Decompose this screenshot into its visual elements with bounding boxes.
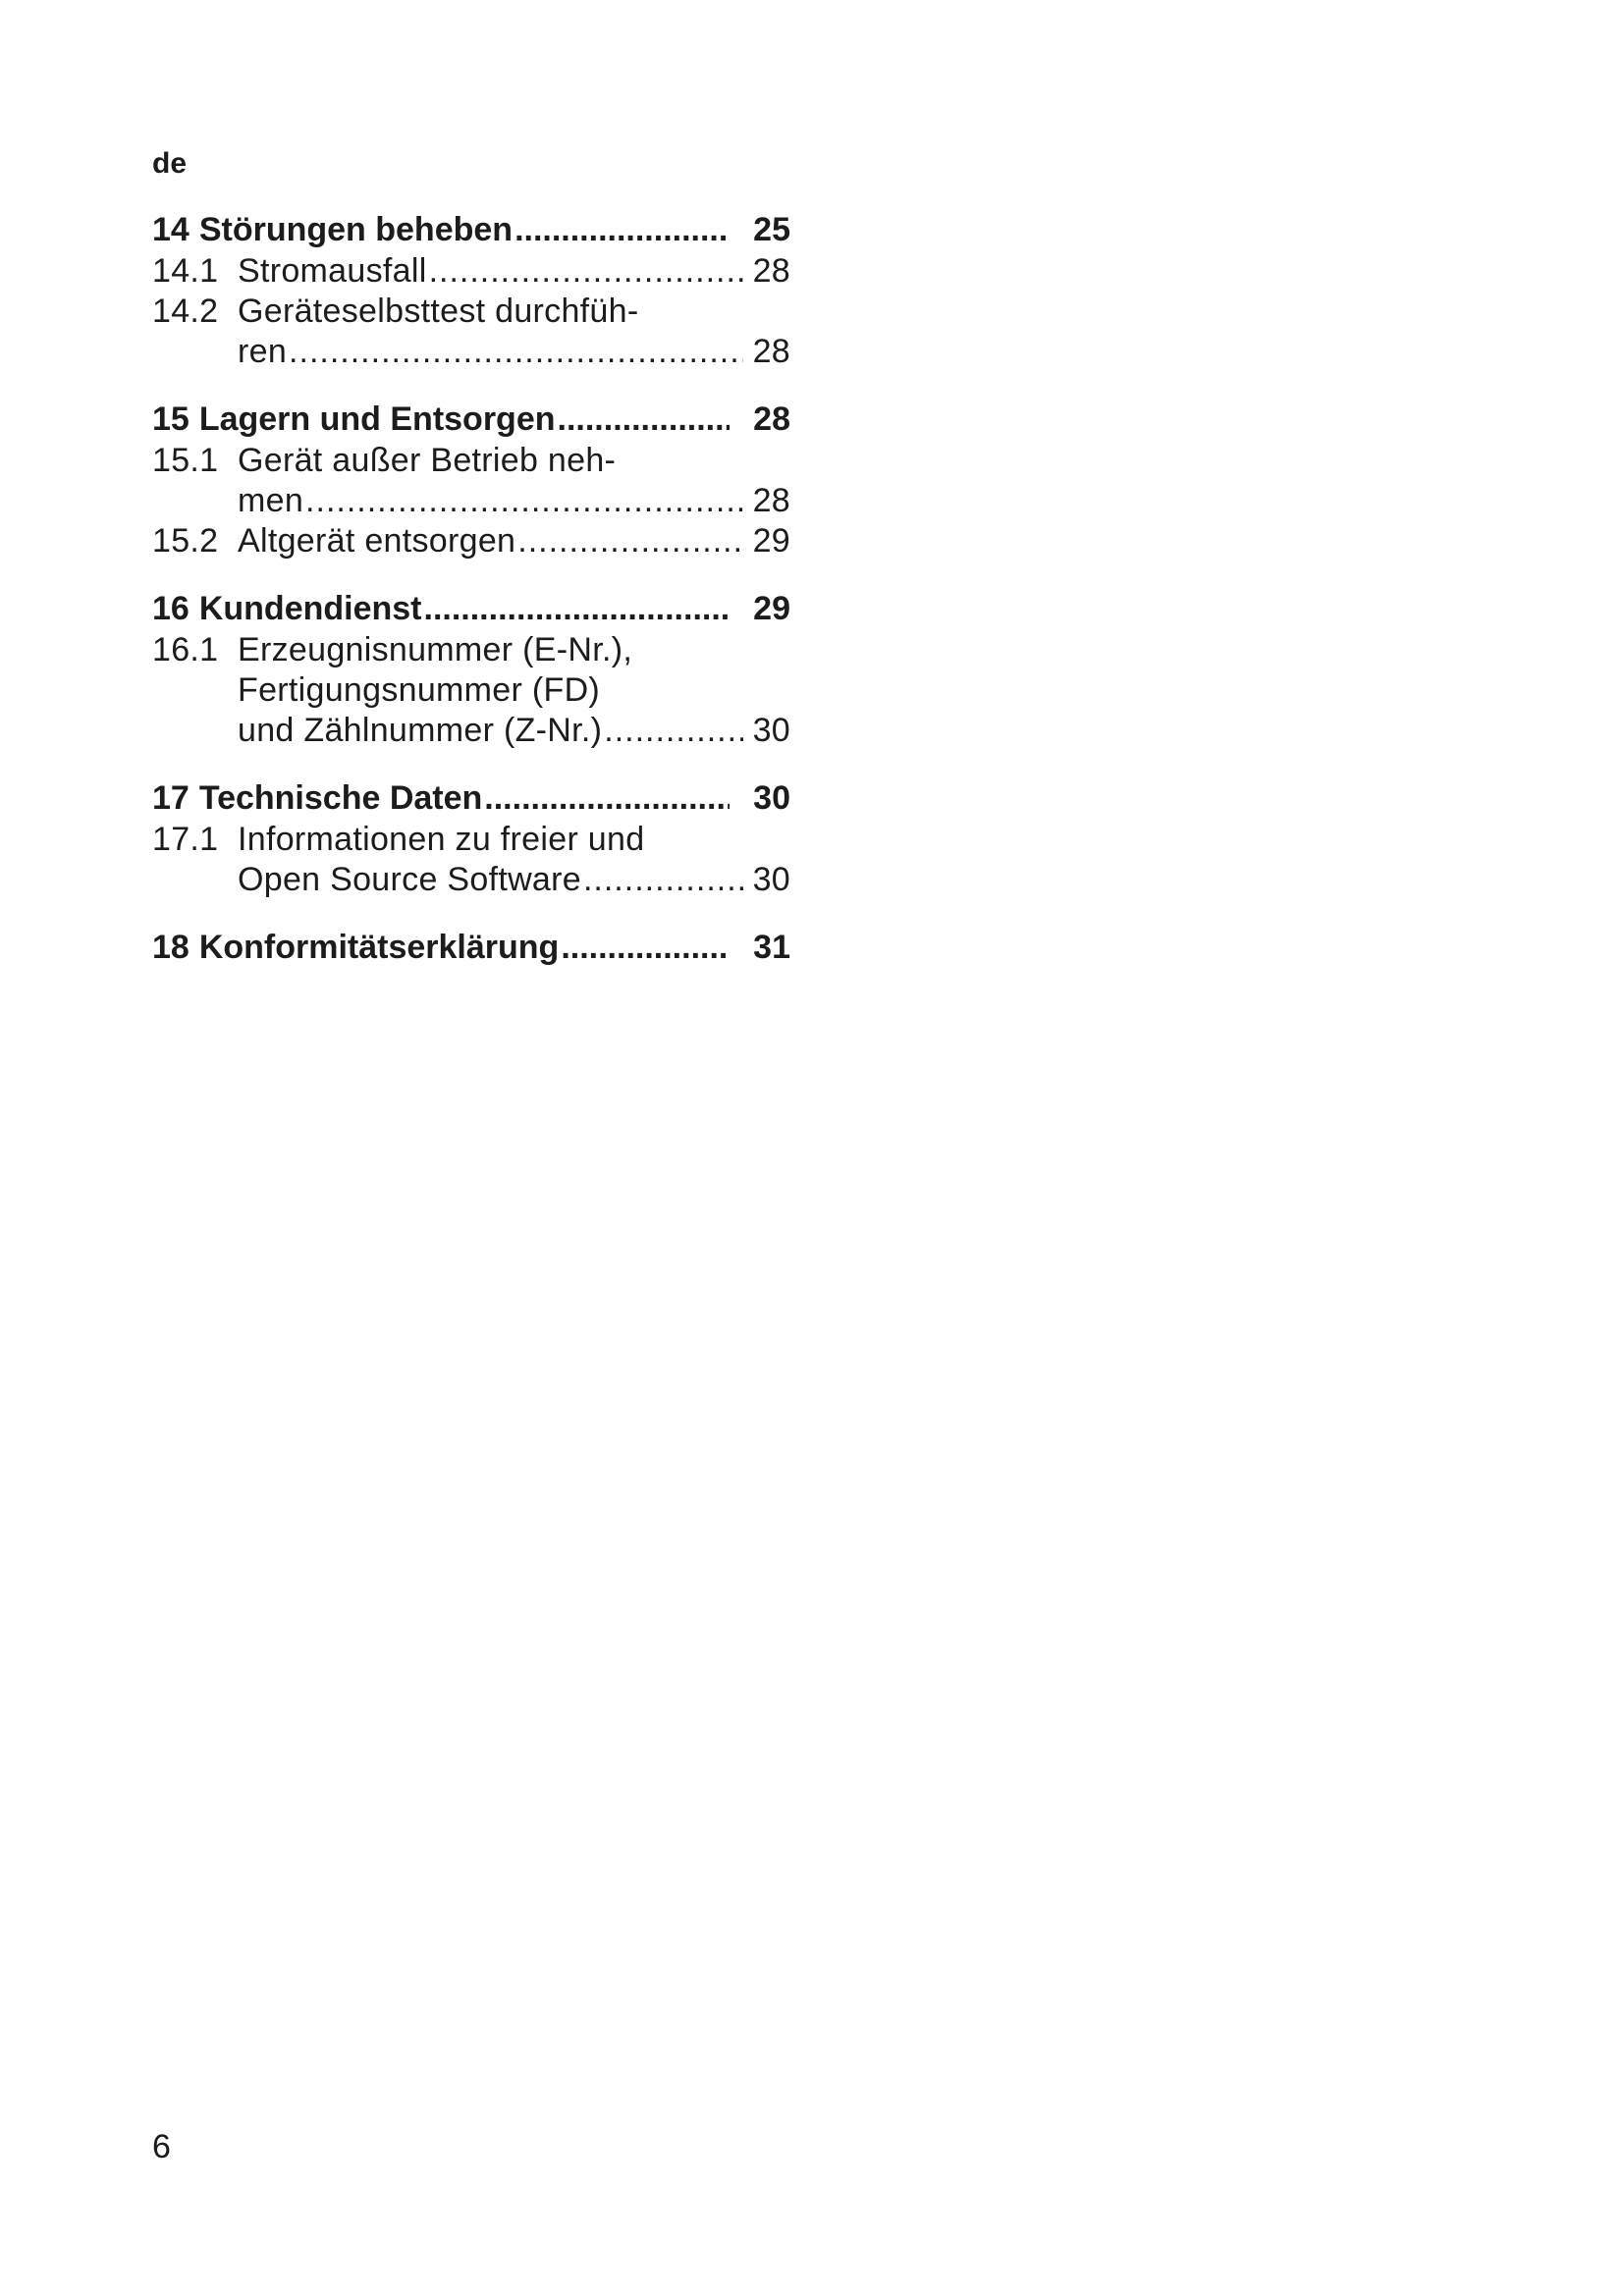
toc-subentry-number: 15.2 bbox=[152, 522, 219, 560]
toc-entry-page: 31 bbox=[753, 929, 790, 966]
dot-leader bbox=[561, 926, 730, 969]
toc-section-18 bbox=[152, 926, 790, 969]
toc-subentry-title: Altgerät entsorgen bbox=[238, 522, 516, 560]
toc-subentry-number: 17.1 bbox=[152, 821, 219, 858]
toc-entry-number: 17 bbox=[152, 779, 189, 817]
toc-entry-page: 30 bbox=[753, 779, 790, 817]
toc-subentry-number: 14.2 bbox=[152, 293, 219, 330]
toc-entry-16[interactable] bbox=[152, 587, 790, 630]
toc-subentry-14-2[interactable] bbox=[152, 292, 790, 332]
page-number: 6 bbox=[152, 2128, 171, 2165]
toc-entry-page: 25 bbox=[753, 211, 790, 248]
toc-subentry-15-1[interactable] bbox=[152, 441, 790, 481]
toc-subentry-number: 15.1 bbox=[152, 442, 219, 479]
toc-subentry-14-1[interactable] bbox=[152, 251, 790, 292]
toc-subentry-title: Stromausfall bbox=[238, 252, 427, 290]
table-of-contents bbox=[152, 208, 790, 994]
toc-subentry-title-continued: Fertigungsnummer (FD) bbox=[238, 671, 601, 709]
toc-entry-page: 28 bbox=[753, 400, 790, 438]
dot-leader bbox=[514, 208, 730, 251]
toc-subentry-page: 28 bbox=[752, 333, 790, 370]
toc-entry-number: 18 bbox=[152, 929, 189, 966]
toc-section-17 bbox=[152, 776, 790, 900]
toc-subentry-16-1-continued[interactable] bbox=[152, 711, 790, 751]
dot-leader bbox=[604, 711, 742, 751]
toc-subentry-16-1-continued[interactable] bbox=[152, 670, 790, 711]
dot-leader bbox=[583, 860, 743, 900]
toc-entry-14[interactable] bbox=[152, 208, 790, 251]
toc-entry-title: Technische Daten bbox=[198, 779, 483, 817]
toc-subentry-title-continued: men bbox=[238, 482, 304, 519]
dot-leader bbox=[424, 587, 731, 630]
toc-entry-number: 14 bbox=[152, 211, 189, 248]
dot-leader bbox=[558, 398, 731, 441]
toc-subentry-title: Geräteselbsttest durchfüh- bbox=[238, 293, 639, 330]
toc-subentry-title: Erzeugnisnummer (E-Nr.), bbox=[238, 631, 633, 668]
toc-subentry-title-continued: ren bbox=[238, 333, 288, 370]
toc-entry-15[interactable] bbox=[152, 398, 790, 441]
toc-subentry-15-2[interactable] bbox=[152, 521, 790, 561]
toc-entry-18[interactable] bbox=[152, 926, 790, 969]
toc-subentry-number: 16.1 bbox=[152, 631, 219, 668]
toc-subentry-14-2-continued[interactable] bbox=[152, 332, 790, 372]
toc-section-15 bbox=[152, 398, 790, 561]
toc-entry-number: 15 bbox=[152, 400, 189, 438]
toc-entry-title: Kundendienst bbox=[198, 590, 422, 627]
toc-subentry-page: 30 bbox=[752, 861, 790, 898]
dot-leader bbox=[289, 332, 743, 372]
toc-subentry-number: 14.1 bbox=[152, 252, 219, 290]
toc-entry-title: Konformitätserklärung bbox=[198, 929, 560, 966]
toc-subentry-title-continued: und Zählnummer (Z-Nr.) bbox=[238, 712, 603, 749]
toc-subentry-page: 30 bbox=[752, 712, 790, 749]
dot-leader bbox=[429, 251, 743, 292]
toc-subentry-title: Informationen zu freier und bbox=[238, 821, 645, 858]
dot-leader bbox=[517, 521, 742, 561]
toc-subentry-17-1[interactable] bbox=[152, 820, 790, 860]
toc-entry-number: 16 bbox=[152, 590, 189, 627]
toc-entry-page: 29 bbox=[753, 590, 790, 627]
toc-section-14 bbox=[152, 208, 790, 372]
toc-subentry-page: 28 bbox=[752, 482, 790, 519]
dot-leader bbox=[305, 481, 743, 521]
toc-subentry-page: 28 bbox=[752, 252, 790, 290]
toc-entry-17[interactable] bbox=[152, 776, 790, 820]
toc-entry-title: Lagern und Entsorgen bbox=[198, 400, 556, 438]
toc-entry-title: Störungen beheben bbox=[198, 211, 514, 248]
toc-subentry-16-1[interactable] bbox=[152, 630, 790, 670]
toc-subentry-title: Gerät außer Betrieb neh- bbox=[238, 442, 617, 479]
toc-subentry-17-1-continued[interactable] bbox=[152, 860, 790, 900]
toc-section-16 bbox=[152, 587, 790, 751]
toc-subentry-title-continued: Open Source Software bbox=[238, 861, 581, 898]
toc-subentry-page: 29 bbox=[752, 522, 790, 560]
toc-subentry-15-1-continued[interactable] bbox=[152, 481, 790, 521]
dot-leader bbox=[484, 776, 730, 820]
language-tag: de bbox=[152, 147, 188, 180]
